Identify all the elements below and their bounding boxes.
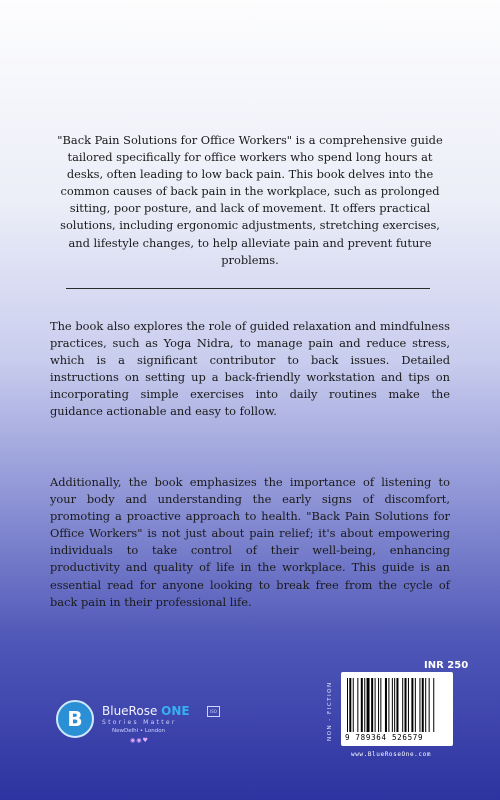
publisher-name xyxy=(102,704,190,718)
barcode-icon xyxy=(347,678,447,732)
isbn-barcode xyxy=(341,672,453,746)
genre-label: NON - FICTION xyxy=(327,681,333,741)
publisher-website: www.BlueRoseOne.com xyxy=(351,751,432,758)
publisher-logo xyxy=(56,694,236,748)
divider-line xyxy=(66,288,430,289)
publisher-tagline: Stories Matter xyxy=(102,719,177,726)
publisher-name-part1: BlueRose xyxy=(102,704,158,718)
blurb-paragraph-2: The book also explores the role of guided relaxation and mindfulness practices, such as Yoga Nidra, to manage pain and reduce stress, which is a significant contributor to back issues. Detailed instructions on setting up a back-friendly workstation and tips on incorporating simple exercises into daily routines make the guidance actionable and easy to follow. xyxy=(50,319,450,419)
isbn-number: 9 789364 526579 xyxy=(345,733,424,742)
blurb-intro: "Back Pain Solutions for Office Workers" is a comprehensive guide tailored specifically for office workers who spend long hours at desks, often leading to low back pain. This book delves into the common causes of back pain in the workplace, such as prolonged sitting, poor posture, and lack of movement. It offers practical solutions, including ergonomic adjustments, stretching exercises, and lifestyle changes, to help alleviate pain and prevent future problems. xyxy=(57,133,443,267)
social-icons: ◉◉♥ xyxy=(130,737,149,744)
publisher-cities: NewDelhi • London xyxy=(112,728,166,734)
blurb-paragraph-3: Additionally, the book emphasizes the importance of listening to your body and understanding the early signs of discomfort, promoting a proactive approach to health. "Back Pain Solutions for Office Workers" is not just about pain relief; it's about empowering individuals to take control of their well-being, enhancing productivity and quality of life in the workplace. This guide is an essential read for anyone looking to break free from the cycle of back pain in their professional life. xyxy=(50,475,450,609)
iso-badge: ISO xyxy=(207,706,220,717)
price-label: INR 250 xyxy=(424,660,469,671)
bluerose-logo-icon: B xyxy=(56,700,94,738)
publisher-name-part2: ONE xyxy=(161,704,190,718)
